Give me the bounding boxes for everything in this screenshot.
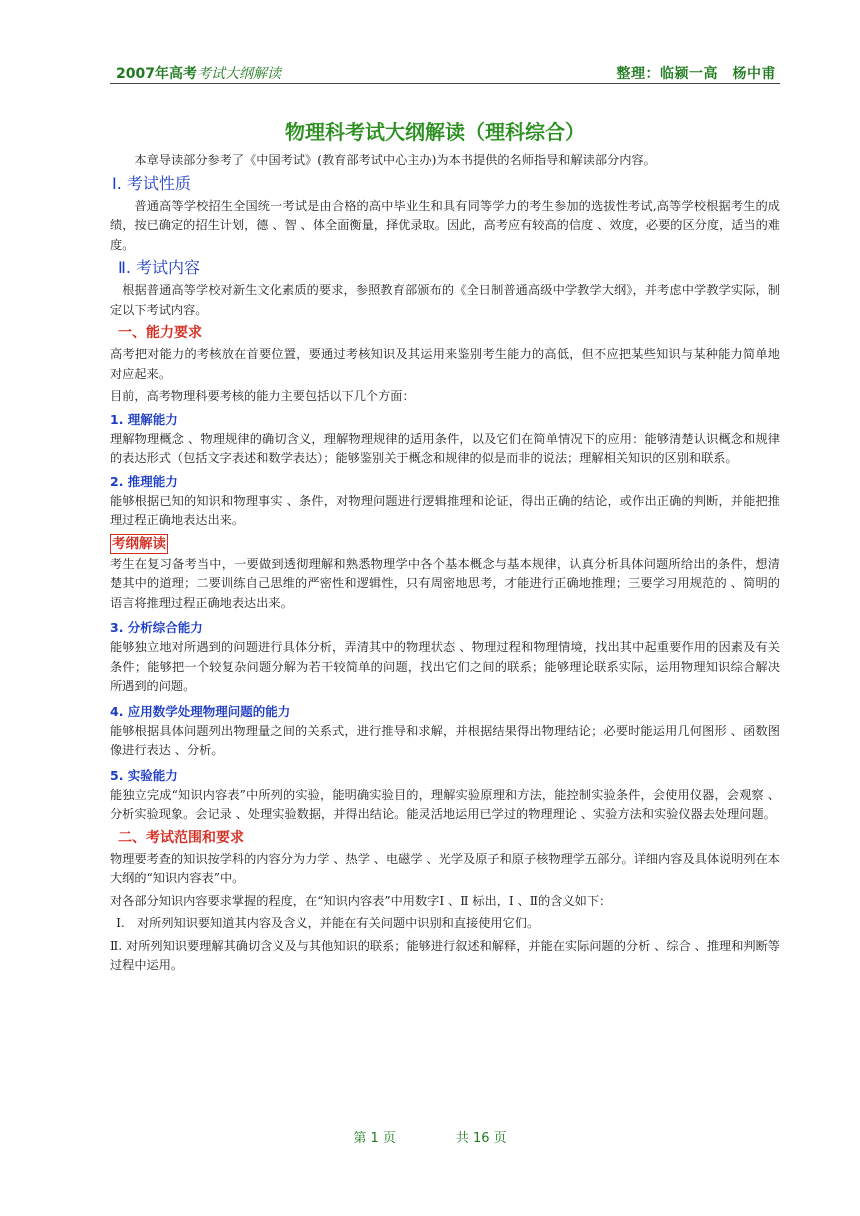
ability-item-heading-1: 1. 理解能力 [110, 411, 178, 427]
ability-item-text-5: 能独立完成“知识内容表”中所列的实验，能明确实验目的，理解实验原理和方法，能控制实验条件，会使用仪器，会观察 、分析实验现象。会记录 、处理实验数据，并得出结论。能灵活地运用已学过的物理理论 、实验方法和实验仪器去处理问题。 [110, 787, 780, 821]
part-heading-scope: 二、考试范围和要求 [118, 829, 244, 846]
header-left [116, 63, 281, 83]
kaogang-paragraph: 考生在复习备考当中，一要做到透彻理解和熟悉物理学中各个基本概念与基本规律，认真分析具体问题所给出的条件，想清楚其中的道理；二要训练自己思维的严密性和逻辑性，只有周密地思考，才能进行正确地推理；三要学习用规范的 、简明的语言将推理过程正确地表达出来。 [110, 556, 780, 610]
ability-item-text-1: 理解物理概念 、物理规律的确切含义，理解物理规律的适用条件，以及它们在简单情况下的应用：能够清楚认识概念和规律的表达形式（包括文字表述和数学表达）；能够鉴别关于概念和规律的似是而非的说法；理解相关知识的区别和联系。 [110, 431, 780, 465]
ability-item-heading-4: 4. 应用数学处理物理问题的能力 [110, 703, 291, 719]
section-heading-content: Ⅱ. 考试内容 [118, 258, 201, 277]
ability-paragraph-2: 目前，高考物理科要考核的能力主要包括以下几个方面： [110, 389, 415, 403]
header-right: 整理：临颍一高 杨中甫 [616, 66, 776, 82]
ability-item-heading-2: 2. 推理能力 [110, 473, 178, 489]
section-content-paragraph: 根据普通高等学校对新生文化素质的要求，参照教育部颁布的《全日制普通高级中学教学大纲》，并考虑中学教学实际，制定以下考试内容。 [110, 283, 780, 317]
page-title: 物理科考试大纲解读（理科综合） [285, 120, 585, 144]
part-heading-ability: 一、能力要求 [118, 325, 202, 341]
intro-paragraph: 本章导读部分参考了《中国考试》(教育部考试中心主办)为本书提供的名师指导和解读部分内容。 [134, 153, 656, 167]
kaogang-label-box: 考纲解读 [112, 535, 166, 552]
scope-paragraph-2: 对各部分知识内容要求掌握的程度，在“知识内容表”中用数字Ⅰ 、Ⅱ 标出，Ⅰ 、Ⅱ的含义如下： [110, 893, 612, 908]
header-year-label: 2007年高考 [116, 66, 197, 82]
ability-item-heading-3: 3. 分析综合能力 [110, 620, 203, 635]
page-footer [0, 1127, 860, 1146]
footer-page-number: 第 1 页 [353, 1131, 396, 1146]
page-header [110, 63, 780, 84]
footer-total-pages: 共 16 页 [455, 1131, 507, 1146]
document-body [110, 151, 780, 976]
section-nature-paragraph: 普通高等学校招生全国统一考试是由合格的高中毕业生和具有同等学力的考生参加的选拔性考试,高等学校根据考生的成绩，按已确定的招生计划，德 、智 、体全面衡量，择优录取。因此，高考应有较高的信度 、效度，必要的区分度，适当的难度。 [110, 198, 780, 252]
ability-item-text-2: 能够根据已知的知识和物理事实 、条件，对物理问题进行逻辑推理和论证，得出正确的结论，或作出正确的判断，并能把推理过程正确地表达出来。 [110, 493, 780, 527]
scope-level-2: Ⅱ. 对所列知识要理解其确切含义及与其他知识的联系；能够进行叙述和解释，并能在实际问题的分析 、综合 、推理和判断等过程中运用。 [110, 938, 780, 972]
ability-item-text-4: 能够根据具体问题列出物理量之间的关系式，进行推导和求解，并根据结果得出物理结论；必要时能运用几何图形 、函数图像进行表达 、分析。 [110, 723, 780, 757]
ability-item-text-3: 能够独立地对所遇到的问题进行具体分析，弄清其中的物理状态 、物理过程和物理情境，找出其中起重要作用的因素及有关条件；能够把一个较复杂问题分解为若干较简单的问题，找出它们之间的联系；能够理论联系实际，运用物理知识综合解决所遇到的问题。 [110, 640, 780, 693]
header-subject-label: 考试大纲解读 [196, 66, 281, 82]
ability-paragraph-1: 高考把对能力的考核放在首要位置，要通过考核知识及其运用来鉴别考生能力的高低，但不应把某些知识与某种能力简单地对应起来。 [110, 347, 780, 381]
scope-paragraph-1: 物理要考查的知识按学科的内容分为力学 、热学 、电磁学 、光学及原子和原子核物理学五部分。详细内容及具体说明列在本大纲的“知识内容表”中。 [110, 851, 780, 885]
ability-item-heading-5: 5. 实验能力 [110, 767, 178, 783]
scope-level-1: Ⅰ. 对所列知识要知道其内容及含义，并能在有关问题中识别和直接使用它们。 [116, 916, 540, 930]
section-heading-nature: Ⅰ. 考试性质 [112, 173, 191, 193]
